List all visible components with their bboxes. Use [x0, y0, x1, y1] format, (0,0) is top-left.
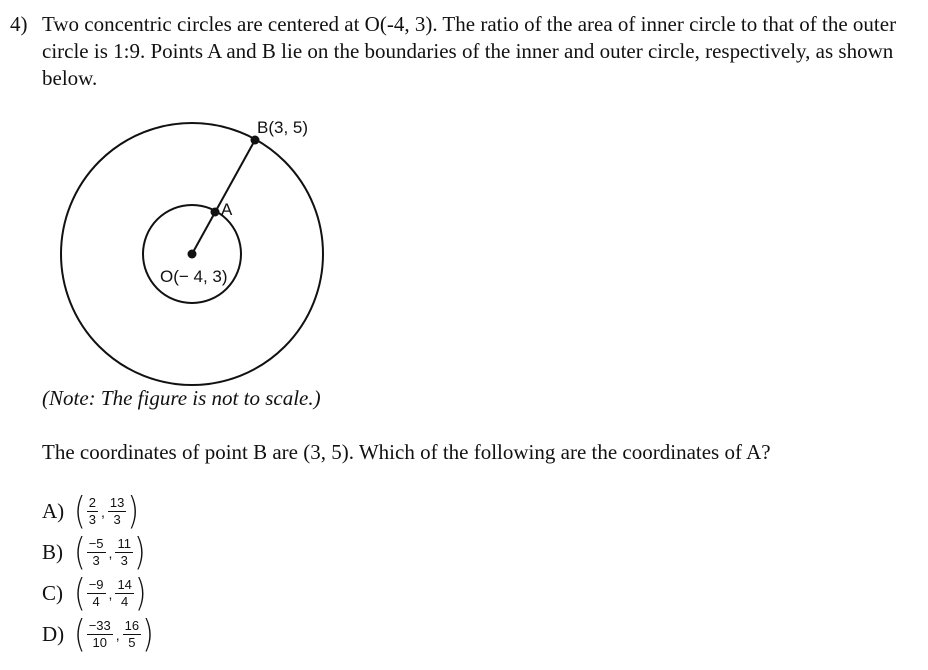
numerator: 11: [117, 536, 131, 551]
numerator: 13: [109, 495, 125, 510]
label-a: A: [221, 200, 233, 219]
choice-letter: D): [42, 622, 65, 646]
figure-note: (Note: The figure is not to scale.): [42, 386, 321, 410]
open-paren: (: [74, 489, 86, 533]
comma: ,: [108, 585, 113, 602]
comma: ,: [115, 626, 120, 643]
x-fraction: [87, 537, 106, 568]
choice-letter: B): [42, 540, 63, 564]
numerator: 2: [88, 495, 96, 510]
choice-letter: A): [42, 499, 65, 523]
segment-ob: [192, 140, 255, 254]
open-paren: (: [74, 612, 86, 656]
close-paren: ): [142, 612, 154, 656]
question-prompt: The coordinates of point B are (3, 5). Which of the following are the coordinates of A?: [42, 440, 771, 464]
denominator: 3: [88, 512, 96, 527]
label-b: B(3, 5): [257, 118, 309, 137]
point-a: [211, 208, 220, 217]
label-o: O(− 4, 3): [160, 267, 228, 286]
x-fraction: [87, 578, 106, 609]
denominator: 5: [128, 635, 136, 650]
denominator: 3: [92, 553, 100, 568]
y-fraction: [115, 537, 133, 568]
numerator: 16: [124, 618, 140, 633]
choice-a[interactable]: [42, 489, 140, 533]
question-text: Two concentric circles are centered at O(-4, 3). The ratio of the area of inner circle to that of the outer circle is 1:9. Points A and B lie on the boundaries of the inner and outer circle, respectively, as shown below.: [42, 12, 897, 90]
numerator: 14: [117, 577, 132, 592]
denominator: 10: [92, 635, 107, 650]
numerator: −33: [88, 618, 111, 633]
comma: ,: [108, 544, 113, 561]
open-paren: (: [74, 571, 86, 615]
concentric-circles-figure: [58, 108, 328, 388]
close-paren: ): [134, 571, 147, 615]
open-paren: (: [74, 530, 86, 574]
y-fraction: [115, 578, 133, 609]
x-fraction: [87, 619, 113, 650]
numerator: −9: [88, 577, 104, 592]
choice-letter: C): [42, 581, 63, 605]
denominator: 3: [113, 512, 121, 527]
choice-c[interactable]: [42, 571, 147, 615]
y-fraction: [123, 619, 141, 650]
numerator: −5: [88, 536, 104, 551]
question-number: 4): [10, 12, 28, 36]
choice-d[interactable]: [42, 612, 154, 656]
denominator: 4: [121, 594, 129, 609]
y-fraction: [108, 496, 126, 527]
comma: ,: [100, 503, 105, 520]
choice-b[interactable]: [42, 530, 146, 574]
denominator: 3: [120, 553, 128, 568]
denominator: 4: [92, 594, 100, 609]
close-paren: ): [127, 489, 140, 533]
x-fraction: [87, 496, 98, 527]
close-paren: ): [133, 530, 146, 574]
point-o: [188, 250, 197, 259]
